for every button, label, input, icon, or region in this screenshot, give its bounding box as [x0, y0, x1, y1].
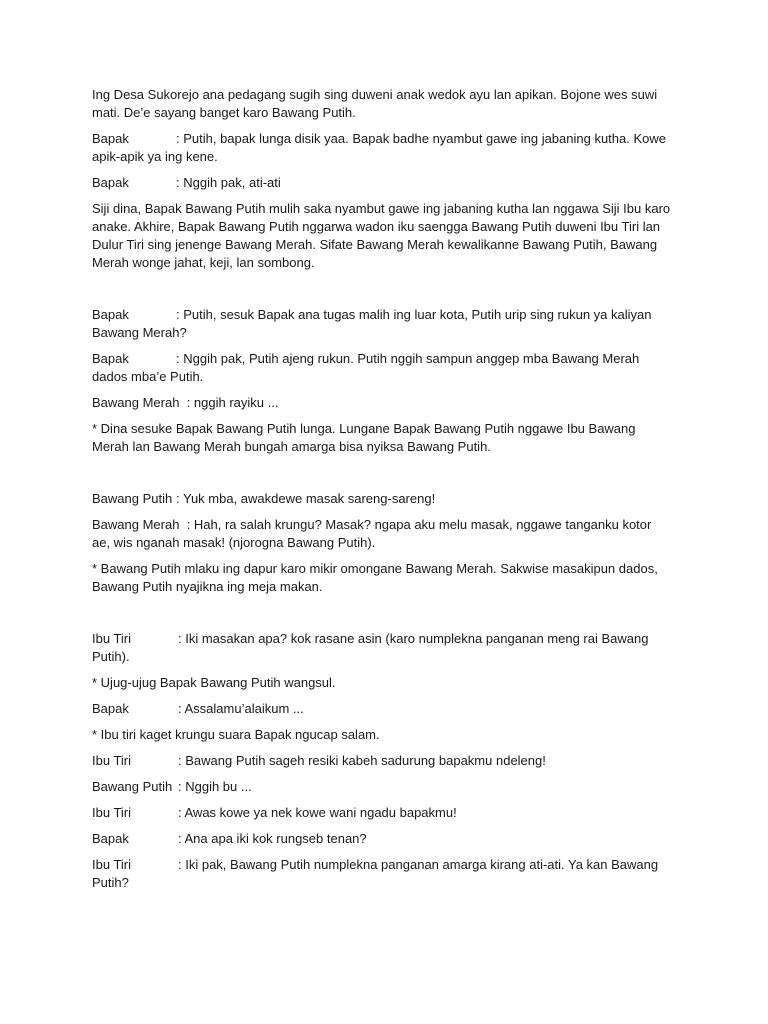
speaker-name: Bapak [92, 307, 129, 322]
dialogue-text: : nggih rayiku ... [186, 395, 279, 410]
speaker-name: Ibu Tiri [92, 805, 132, 820]
dialogue-text: : Iki masakan apa? kok rasane asin (karo numplekna panganan meng rai Bawang Putih). [92, 631, 649, 664]
speaker-name: Ibu Tiri [92, 631, 132, 646]
dialogue-line [92, 394, 672, 412]
spacer [92, 464, 672, 490]
speaker-name: Bapak [92, 701, 129, 716]
dialogue-text: : Putih, bapak lunga disik yaa. Bapak badhe nyambut gawe ing jabaning kutha. Kowe apik-apik ya ing kene. [92, 131, 667, 164]
dialogue-text: : Awas kowe ya nek kowe wani ngadu bapakmu! [178, 805, 457, 820]
dialogue-text: : Putih, sesuk Bapak ana tugas malih ing luar kota, Putih urip sing rukun ya kaliyan Bawang Merah? [92, 307, 652, 340]
speaker-name: Bawang Merah [92, 395, 180, 410]
dialogue-text: : Nggih bu ... [178, 779, 252, 794]
dialogue-line [92, 306, 672, 342]
dialogue-text: : Yuk mba, awakdewe masak sareng-sareng! [176, 491, 436, 506]
dialogue-text: : Nggih pak, ati-ati [176, 175, 281, 190]
speaker-name: Bapak [92, 131, 129, 146]
speaker-name: Bapak [92, 831, 129, 846]
narration-note: * Ujug-ujug Bapak Bawang Putih wangsul. [92, 675, 336, 690]
spacer [92, 604, 672, 630]
speaker-name: Bapak [92, 351, 129, 366]
dialogue-line [92, 856, 672, 892]
dialogue-line [92, 700, 672, 718]
dialogue-line [92, 804, 672, 822]
document-page [92, 86, 672, 900]
speaker-name: Bawang Putih [92, 491, 173, 506]
dialogue-text: : Nggih pak, Putih ajeng rukun. Putih nggih sampun anggep mba Bawang Merah dados mba’e Putih. [92, 351, 640, 384]
dialogue-line [92, 778, 672, 796]
speaker-name: Bawang Merah [92, 517, 180, 532]
dialogue-line [92, 752, 672, 770]
dialogue-text: : Ana apa iki kok rungseb tenan? [178, 831, 367, 846]
spacer [92, 280, 672, 306]
dialogue-line [92, 830, 672, 848]
speaker-name: Bapak [92, 175, 129, 190]
dialogue-line [92, 630, 672, 666]
speaker-name: Ibu Tiri [92, 753, 132, 768]
narration-note: * Dina sesuke Bapak Bawang Putih lunga. Lungane Bapak Bawang Putih nggawe Ibu Bawang Merah lan Bawang Merah bungah amarga bisa nyiksa Bawang Putih. [92, 421, 636, 454]
narration-note: * Bawang Putih mlaku ing dapur karo mikir omongane Bawang Merah. Sakwise masakipun dados, Bawang Putih nyajikna ing meja makan. [92, 561, 658, 594]
narration-note: * Ibu tiri kaget krungu suara Bapak ngucap salam. [92, 727, 380, 742]
dialogue-line [92, 516, 672, 552]
speaker-name: Bawang Putih [92, 779, 173, 794]
narrative-paragraph: Siji dina, Bapak Bawang Putih mulih saka nyambut gawe ing jabaning kutha lan nggawa Siji Ibu karo anake. Akhire, Bapak Bawang Putih nggarwa wadon iku saengga Bawang Putih duweni Ibu Tiri lan Dulur Tiri sing jenenge Bawang Merah. Sifate Bawang Merah kewalikanne Bawang Putih, Bawang Merah wonge jahat, keji, lan sombong. [92, 201, 671, 270]
dialogue-text: : Assalamu’alaikum ... [178, 701, 304, 716]
dialogue-line [92, 490, 672, 508]
narrative-paragraph: Ing Desa Sukorejo ana pedagang sugih sing duweni anak wedok ayu lan apikan. Bojone wes suwi mati. De’e sayang banget karo Bawang Putih. [92, 87, 658, 120]
dialogue-line [92, 130, 672, 166]
dialogue-line [92, 350, 672, 386]
speaker-name: Ibu Tiri [92, 857, 132, 872]
dialogue-line [92, 174, 672, 192]
dialogue-text: : Bawang Putih sageh resiki kabeh sadurung bapakmu ndeleng! [178, 753, 546, 768]
dialogue-text: : Hah, ra salah krungu? Masak? ngapa aku melu masak, nggawe tanganku kotor ae, wis nganah masak! (njorogna Bawang Putih). [92, 517, 652, 550]
dialogue-text: : Iki pak, Bawang Putih numplekna panganan amarga kirang ati-ati. Ya kan Bawang Putih? [92, 857, 659, 890]
